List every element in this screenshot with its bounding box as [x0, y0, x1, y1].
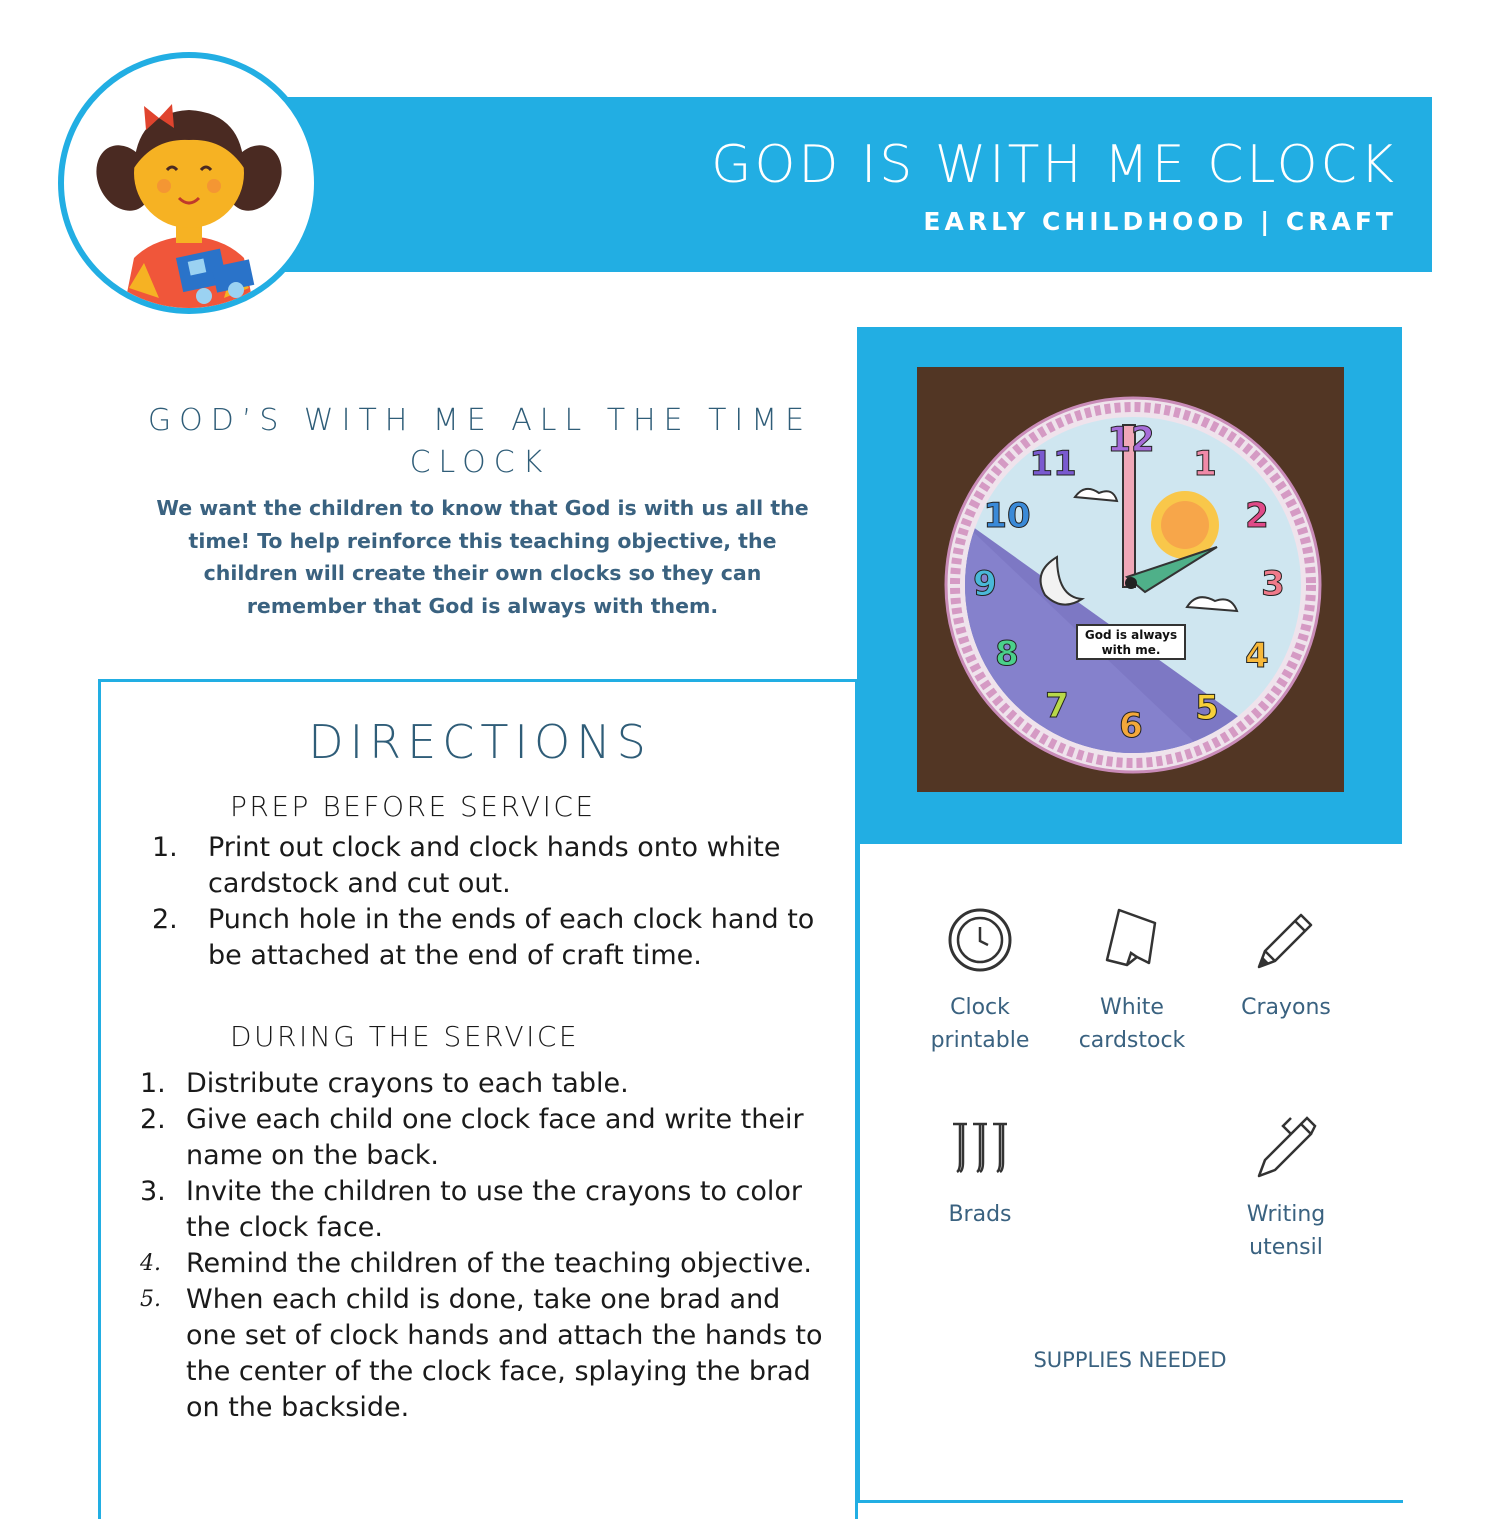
girl-illustration-icon [64, 58, 314, 308]
supply-label-line1: White [1100, 995, 1164, 1020]
supply-label-line1: Clock [950, 995, 1010, 1020]
clock-number-3: 3 [1261, 564, 1285, 604]
clock-number-4: 4 [1245, 636, 1269, 676]
clock-label-line2: with me. [1101, 643, 1161, 657]
item-text: When each child is done, take one brad and one set of clock hands and attach the hands to the center of the clock face, splaying the brad on the backside. [186, 1284, 823, 1423]
list-item [140, 1066, 830, 1102]
list-item [152, 902, 832, 974]
item-text: Give each child one clock face and write their name on the back. [186, 1104, 804, 1171]
list-item [140, 1102, 830, 1174]
item-text: Print out clock and clock hands onto white cardstock and cut out. [208, 832, 781, 899]
item-number: 3. [140, 1176, 166, 1207]
during-list [140, 1066, 830, 1426]
supply-clock-printable [905, 905, 1055, 1057]
item-text: Remind the children of the teaching objective. [186, 1248, 813, 1279]
supply-label-line1: Crayons [1241, 995, 1331, 1020]
item-text: Punch hole in the ends of each clock hand to be attached at the end of craft time. [208, 904, 815, 971]
item-number: 1. [152, 832, 178, 863]
supply-writing-utensil [1211, 1112, 1361, 1264]
directions-heading: DIRECTIONS [308, 715, 652, 769]
clock-number-7: 7 [1045, 686, 1069, 726]
item-number: 2. [152, 904, 178, 935]
child-avatar [58, 52, 320, 314]
list-item [140, 1282, 830, 1426]
clock-craft-image [917, 367, 1344, 792]
supply-white-cardstock [1057, 905, 1207, 1057]
list-item [152, 830, 832, 902]
clock-icon [945, 905, 1015, 975]
clock-number-9: 9 [973, 564, 997, 604]
supply-label-line1: Brads [948, 1202, 1012, 1227]
clock-number-11: 11 [1029, 444, 1077, 484]
pen-icon [1251, 1112, 1321, 1182]
intro-heading: GOD’S WITH ME ALL THE TIME CLOCK [147, 403, 813, 480]
brads-icon [945, 1112, 1015, 1182]
item-text: Invite the children to use the crayons to color the clock face. [186, 1176, 803, 1243]
supply-label-line1: Writing [1246, 1202, 1326, 1227]
prep-list [152, 830, 832, 974]
supply-label-line2: utensil [1249, 1235, 1323, 1260]
during-heading: DURING THE SERVICE [230, 1020, 580, 1053]
header-banner [250, 97, 1432, 272]
item-number: 1. [140, 1068, 166, 1099]
clock-number-12: 12 [1107, 420, 1155, 460]
item-number: 5. [140, 1287, 161, 1312]
list-item [140, 1246, 830, 1282]
item-number: 2. [140, 1104, 166, 1135]
supply-brads [905, 1112, 1055, 1231]
supplies-heading: SUPPLIES NEEDED [1033, 1348, 1227, 1372]
prep-heading: PREP BEFORE SERVICE [230, 790, 596, 823]
supply-crayons [1211, 905, 1361, 1024]
clock-number-6: 6 [1119, 706, 1143, 746]
page-title: GOD IS WITH ME CLOCK [711, 135, 1397, 195]
clock-number-8: 8 [995, 634, 1019, 674]
supply-label-line2: printable [930, 1028, 1030, 1053]
craft-photo [917, 367, 1344, 792]
item-text: Distribute crayons to each table. [186, 1068, 629, 1099]
intro-paragraph: We want the children to know that God is with us all the time! To help reinforce this teaching objective, the children will create their own clocks so they can remember that God is always with them. [156, 496, 809, 618]
list-item [140, 1174, 830, 1246]
clock-number-5: 5 [1195, 688, 1219, 728]
clock-number-1: 1 [1193, 444, 1217, 484]
supply-label-line2: cardstock [1078, 1028, 1186, 1053]
page-subtitle: EARLY CHILDHOOD | CRAFT [923, 207, 1397, 236]
clock-label-line1: God is always [1084, 628, 1178, 642]
item-number: 4. [140, 1251, 161, 1276]
clock-number-10: 10 [983, 496, 1031, 536]
paper-icon [1097, 905, 1167, 975]
crayon-icon [1251, 905, 1321, 975]
clock-number-2: 2 [1245, 496, 1269, 536]
